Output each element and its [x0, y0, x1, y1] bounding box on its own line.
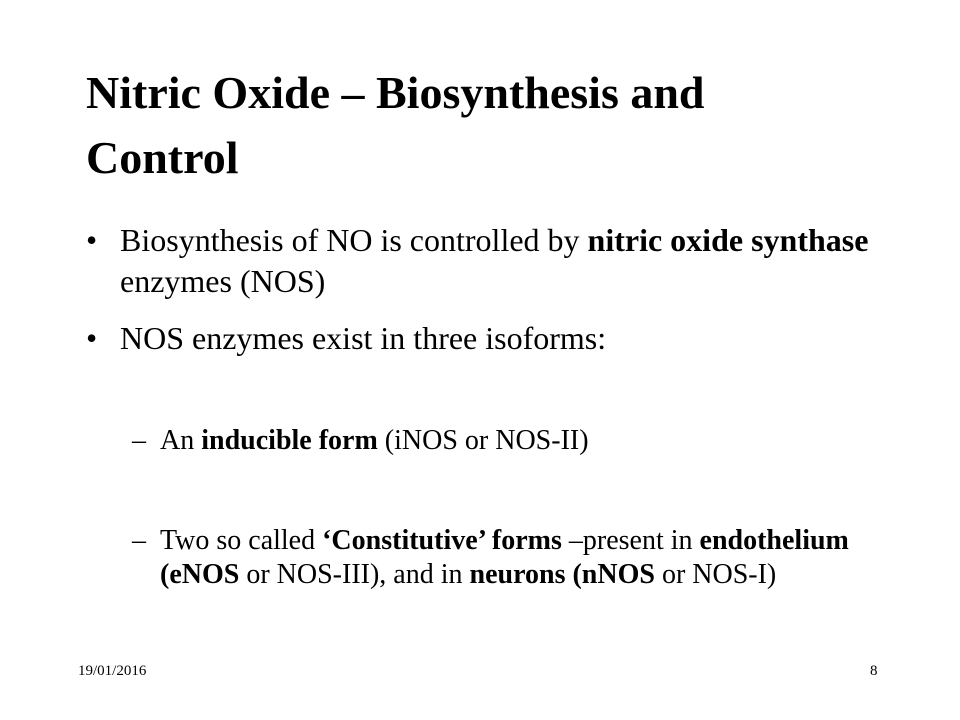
bullet-text-plain: Biosynthesis of NO is controlled by [120, 222, 588, 258]
sub-text-plain: Two so called [160, 525, 323, 556]
bullet-isoforms [86, 318, 916, 359]
sub-text-plain: (iNOS or NOS-II) [377, 425, 589, 456]
sub-text-bold: neurons (nNOS [469, 559, 655, 590]
sub-bullet-text [160, 424, 922, 458]
sub-text-bold: endothelium (eNOS [160, 525, 849, 590]
sub-text-plain: An [160, 425, 202, 456]
sub-bullet-constitutive [132, 524, 922, 592]
bullet-text: NOS enzymes exist in three isoforms: [120, 320, 607, 356]
dash-marker: – [132, 525, 146, 556]
bullet-text [120, 220, 916, 302]
bullet-text-bold: nitric oxide synthase [587, 222, 869, 258]
sub-text-plain: or NOS-I) [654, 559, 777, 590]
bullet-text-plain: enzymes (NOS) [120, 263, 326, 299]
sub-text-plain: –present in [561, 525, 700, 556]
footer-date: 19/01/2016 [78, 663, 147, 679]
page-number: 8 [870, 663, 878, 679]
slide-title [86, 60, 906, 190]
sub-bullet-text [160, 524, 922, 592]
dash-marker: – [132, 425, 146, 456]
sub-text-bold: inducible form [201, 425, 378, 456]
bullet-nos-control [86, 220, 916, 302]
title-line-2: Control [86, 132, 239, 183]
title-line-1: Nitric Oxide – Biosynthesis and [86, 67, 705, 118]
bullet-dot: • [86, 222, 98, 258]
sub-bullet-inducible [132, 424, 922, 458]
sub-text-bold: ‘Constitutive’ forms [322, 525, 562, 556]
sub-text-plain: or NOS-III), and in [239, 559, 470, 590]
bullet-dot: • [86, 320, 98, 356]
